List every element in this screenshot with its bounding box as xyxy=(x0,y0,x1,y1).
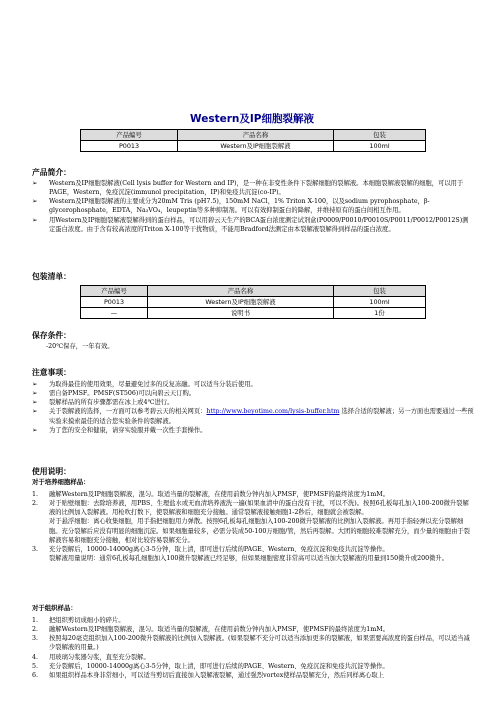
intro-item-text: 用Western及IP细胞裂解液裂解得到的蛋白样品，可以用碧云天生产的BCA蛋白浓度测定试剂盒(P0009/P0010/P0010S/P0011/P0012/P0012S)测定蛋白浓度。由于含有较高浓度的Triton X-100等干扰物质，不能用Bradford法测定由本裂解液裂解得到样品的蛋白浓度。 xyxy=(49,216,469,233)
table-header-cell: 包装 xyxy=(334,286,426,297)
list-item xyxy=(32,554,474,563)
table-header-row xyxy=(81,130,426,141)
table-cell: 说明书 xyxy=(148,308,334,319)
step-number: 6. xyxy=(32,671,39,679)
list-item xyxy=(32,653,474,662)
list-item xyxy=(32,625,474,634)
intro-item-text: Western及IP细胞裂解液的主要成分为20mM Tris (pH7.5)，150mM NaCl，1% Triton X-100，以及sodium pyrophosphate，β-glycerophosphate，EDTA，Na₃VO₄，leupeptin等多种抑制剂。可以有效抑制蛋白的降解，并维持原有的蛋白间相互作用。 xyxy=(49,198,430,215)
arrow-bullet-icon: ➢ xyxy=(32,390,38,398)
table-cell: 100ml xyxy=(334,297,426,308)
arrow-bullet-icon: ➢ xyxy=(32,399,38,407)
table-cell: 100ml xyxy=(334,141,426,152)
arrow-bullet-icon: ➢ xyxy=(32,216,38,224)
list-item xyxy=(32,517,474,544)
list-item xyxy=(32,545,474,554)
list-item xyxy=(32,662,474,671)
cells-steps-list xyxy=(32,490,474,563)
step-text: 用玻璃匀浆器匀浆，直至充分裂解。 xyxy=(49,653,150,661)
list-item xyxy=(32,634,474,652)
note-item-text: 为了您的安全和健康，请穿实验服并戴一次性手套操作。 xyxy=(49,426,207,434)
arrow-bullet-icon: ➢ xyxy=(32,381,38,388)
table-header-row xyxy=(81,286,426,297)
table-header-cell: 产品编号 xyxy=(81,286,148,297)
usage-heading: 使用说明： xyxy=(32,467,71,476)
step-text: 对于贴壁细胞：去除培养液，用PBS、生理盐水或无血清培养液洗一遍(如果血清中的蛋白没有干扰，可以不洗)。按照6孔板每孔加入100-200微升裂解液的比例加入裂解液。用枪吹打数下，使裂解液和细胞充分接触。通常裂解液接触细胞1-2秒后，细胞就会被裂解。 xyxy=(49,500,469,517)
notes-list xyxy=(32,380,474,435)
arrow-bullet-icon: ➢ xyxy=(32,408,38,416)
step-number: 2. xyxy=(32,626,39,634)
step-number: 3. xyxy=(32,545,39,553)
list-item xyxy=(32,616,474,625)
table-header-cell: 产品名称 xyxy=(178,130,334,141)
intro-list xyxy=(32,179,474,234)
step-number: 1. xyxy=(32,617,39,624)
note-item-text: 需自备PMSF。PMSF(ST506)可以向碧云天订购。 xyxy=(49,390,196,398)
list-item xyxy=(32,380,474,389)
package-heading: 包装清单： xyxy=(32,272,71,281)
table-row xyxy=(81,308,426,319)
table-cell: P0013 xyxy=(81,297,148,308)
step-text: 把组织剪切成细小的碎片。 xyxy=(49,617,125,624)
arrow-bullet-icon: ➢ xyxy=(32,426,38,434)
header-product-table xyxy=(80,129,426,152)
step-text: 按照每20毫克组织加入100-200微升裂解液的比例加入裂解液。(如果裂解不充分可以适当添加更多的裂解液，如果需要高浓度的蛋白样品，可以适当减少裂解液的用量。) xyxy=(49,635,470,652)
storage-text: -20℃保存，一年有效。 xyxy=(46,343,114,350)
list-item xyxy=(32,197,474,215)
package-table xyxy=(80,285,426,319)
step-text: 充分裂解后，10000-14000g离心3-5分钟，取上清，即可进行后续的PAGE、Western、免疫沉淀和免疫共沉淀等操作。 xyxy=(49,662,389,670)
intro-heading: 产品简介： xyxy=(32,168,71,177)
step-number: 5. xyxy=(32,662,39,670)
table-header-cell: 产品编号 xyxy=(81,130,178,141)
table-row xyxy=(81,141,426,152)
table-cell: Western及IP细胞裂解液 xyxy=(148,297,334,308)
list-item xyxy=(32,389,474,398)
list-item xyxy=(32,499,474,517)
step-number: 2. xyxy=(32,500,39,508)
arrow-bullet-icon: ➢ xyxy=(32,198,38,206)
note-item-text: 关于裂解液的选择，一方面可以参考碧云天的相关网页：http://www.beyotime.com/lysis-buffer.htm 选择合适的裂解液；另一方面也需要通过一些预实验来摸索最佳的适合您实验条件的裂解液。 xyxy=(49,408,474,425)
step-text: 裂解液用量说明：通常6孔板每孔细胞加入100微升裂解液已经足够，但如果细胞密度非常高可以适当加大裂解液的用量到150微升或200微升。 xyxy=(49,554,448,562)
table-header-cell: 产品名称 xyxy=(148,286,334,297)
notes-heading: 注意事项： xyxy=(32,368,71,377)
table-cell: P0013 xyxy=(81,141,178,152)
step-text: 对于悬浮细胞：离心收集细胞，用手指把细胞用力弹散。按照6孔板每孔细胞加入100-200微升裂解液的比例加入裂解液。再用手指轻弹以充分裂解细胞。充分裂解后应没有明显的细胞沉淀。如果细胞量较多，必需分装成50-100万细胞/管，然后再裂解。大团的细胞较难裂解充分，而少量的细胞由于裂解液容易和细胞充分接触，相对比较容易裂解充分。 xyxy=(49,518,470,544)
step-text: 充分裂解后，10000-14000g离心3-5分钟，取上清，即可进行后续的PAGE、Western、免疫沉淀和免疫共沉淀等操作。 xyxy=(49,545,389,553)
list-item xyxy=(32,398,474,407)
storage-heading: 保存条件： xyxy=(32,331,71,340)
list-item xyxy=(32,671,474,680)
intro-item-text: Western及IP细胞裂解液(Cell lysis buffer for Western and IP)，是一种在非变性条件下裂解细胞的裂解液。本细胞裂解液裂解的细胞，可以用于PAGE，Western，免疫沉淀(immunol precipitation，IP)和免疫共沉淀(co-IP)。 xyxy=(49,180,464,197)
table-header-cell: 包装 xyxy=(334,130,426,141)
table-row xyxy=(81,297,426,308)
table-cell: 1份 xyxy=(334,308,426,319)
step-number: 3. xyxy=(32,635,39,643)
step-number: 1. xyxy=(32,491,39,498)
table-cell: Western及IP细胞裂解液 xyxy=(178,141,334,152)
list-item xyxy=(32,179,474,197)
arrow-bullet-icon: ➢ xyxy=(32,180,38,187)
list-item xyxy=(32,490,474,499)
document-title: Western及IP细胞裂解液 xyxy=(190,113,314,125)
tissue-subheading: 对于组织样品： xyxy=(32,604,77,612)
note-item-text: 裂解样品的所有步骤都需在冰上或4℃进行。 xyxy=(49,399,174,407)
step-number: 4. xyxy=(32,653,39,661)
list-item xyxy=(32,426,474,435)
cells-subheading: 对于培养细胞样品： xyxy=(32,478,90,486)
list-item xyxy=(32,216,474,234)
step-text: 融解Western及IP细胞裂解液，混匀。取适当量的裂解液，在使用前数分钟内加入PMSF，使PMSF的最终浓度为1mM。 xyxy=(49,626,389,634)
lysis-buffer-link[interactable]: http://www.beyotime.com/lysis-buffer.htm xyxy=(206,408,340,416)
step-text: 融解Western及IP细胞裂解液，混匀。取适当量的裂解液，在使用前数分钟内加入PMSF，使PMSF的最终浓度为1mM。 xyxy=(49,491,389,498)
note-item-text: 为取得最佳的使用效果，尽量避免过多的反复冻融。可以适当分装后使用。 xyxy=(49,381,257,388)
step-text: 如果组织样品本身非常细小，可以适当剪切后直接加入裂解液裂解，通过强烈vortex使样品裂解充分，然后同样离心取上 xyxy=(49,671,385,679)
list-item xyxy=(32,407,474,425)
tissue-steps-list xyxy=(32,616,474,680)
table-cell: — xyxy=(81,308,148,319)
